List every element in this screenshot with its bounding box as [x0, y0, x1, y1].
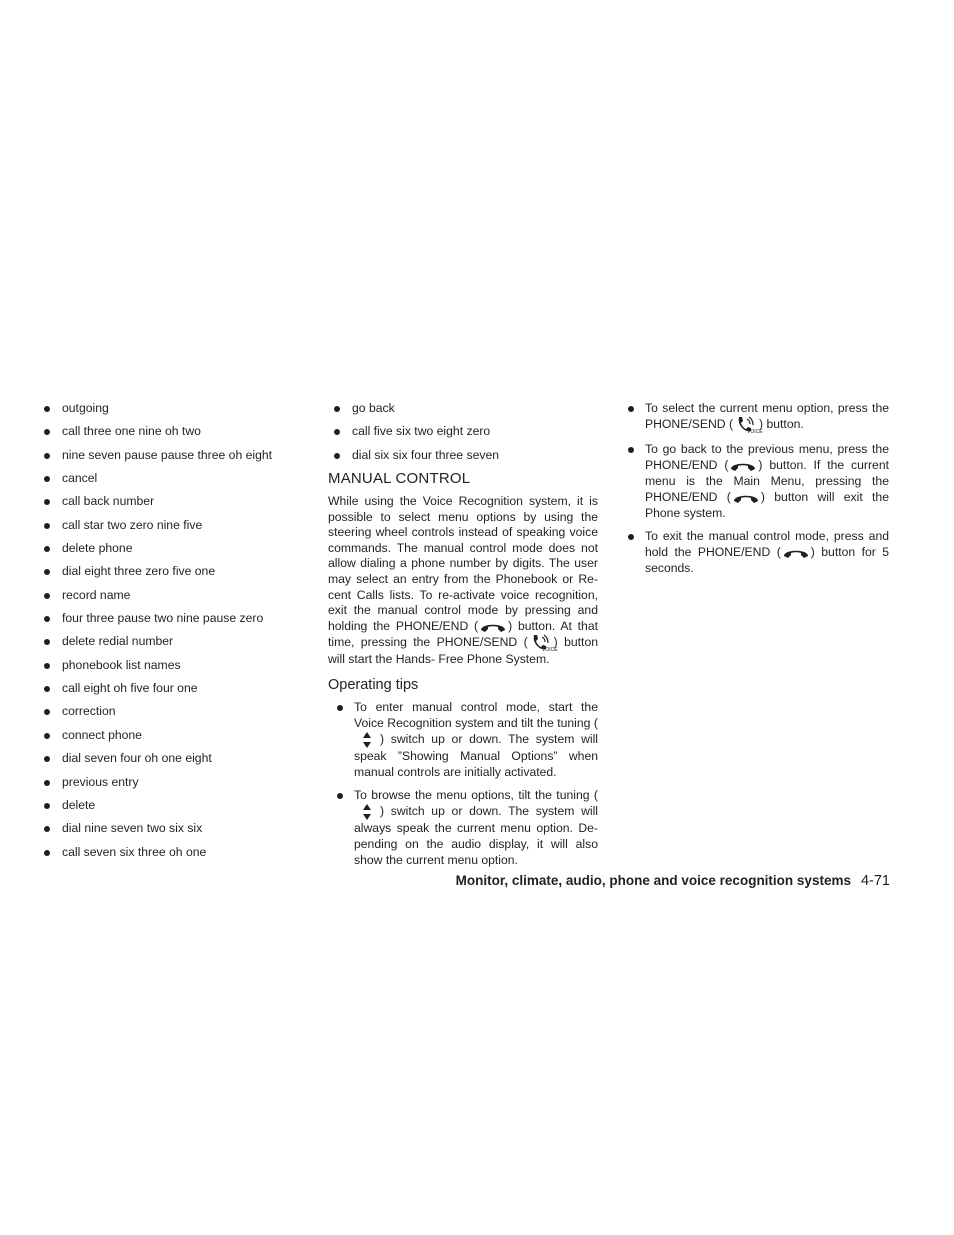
tip-text: ) switch up or down. The system will speak ”Showing Manual Options” when manual controls are initially activated. — [354, 731, 598, 779]
page-footer — [456, 872, 890, 890]
command-list-continued — [328, 400, 598, 463]
tip-text: To browse the menu options, tilt the tuning ( — [354, 787, 598, 802]
tuning-switch-icon — [360, 732, 374, 748]
svg-text:VOICE: VOICE — [747, 429, 763, 435]
instruction-text: To go back to the previous menu, press the PHONE/END ( — [645, 442, 889, 472]
page-number: 4-71 — [860, 873, 890, 889]
operating-tips-heading: Operating tips — [328, 676, 419, 693]
command-item: dial nine seven two six six — [38, 820, 300, 836]
command-item: call seven six three oh one — [38, 844, 300, 860]
instruction-text: To select the current menu option, press the PHONE/SEND ( — [645, 401, 889, 432]
manual-control-instructions-column — [622, 400, 889, 583]
tuning-switch-icon — [360, 804, 374, 820]
instruction-text: To exit the manual control mode, press and hold the PHONE/END ( — [645, 529, 889, 559]
phone-send-icon — [734, 416, 763, 435]
phone-end-icon — [733, 492, 759, 504]
command-item: dial six six four three seven — [328, 447, 598, 463]
operating-tip — [328, 787, 598, 868]
command-item: delete redial number — [38, 633, 300, 649]
command-item: call back number — [38, 493, 300, 509]
instruction-item — [622, 400, 889, 434]
command-item: correction — [38, 703, 300, 719]
manual-control-paragraph — [328, 494, 598, 668]
command-item: phonebook list names — [38, 657, 300, 673]
manual-control-text-1: While using the Voice Recognition system, it is possible to select menu options by using the steering wheel controls instead of speaking voice commands. The manual control mode does not allow dialing a phone number by digits. The user may select an entry from the Phonebook or Re-cent Calls lists. To re-activate voice recognition, exit the manual control mode by pressing and holding the PHONE/END ( — [328, 494, 598, 633]
command-item: call star two zero nine five — [38, 517, 300, 533]
instruction-text: ) button will exit the Phone system. — [645, 490, 889, 520]
phone-end-icon — [730, 460, 756, 472]
command-list-column-1 — [38, 400, 300, 867]
command-item: connect phone — [38, 727, 300, 743]
tip-text: To enter manual control mode, start the Voice Recognition system and tilt the tuning ( — [354, 699, 598, 730]
tip-text: ) switch up or down. The system will always speak the current menu option. De-pending on the audio display, it will also show the current menu option. — [354, 803, 598, 867]
command-item: record name — [38, 587, 300, 603]
manual-control-text-3: ) button will start the Hands- Free Phone System. — [328, 635, 598, 667]
command-item: call five six two eight zero — [328, 423, 598, 439]
instruction-item — [622, 441, 889, 521]
instruction-text: ) button. If the current menu is the Main Menu, pressing the PHONE/END ( — [645, 458, 889, 504]
command-list — [38, 400, 300, 860]
instruction-text: ) button for 5 seconds. — [645, 545, 889, 575]
operating-tip — [328, 699, 598, 780]
command-item: cancel — [38, 470, 300, 486]
command-item: previous entry — [38, 774, 300, 790]
command-item: call three one nine oh two — [38, 423, 300, 439]
command-item: outgoing — [38, 400, 300, 416]
manual-control-heading: MANUAL CONTROL — [328, 470, 471, 488]
command-item: dial seven four oh one eight — [38, 750, 300, 766]
command-item: four three pause two nine pause zero — [38, 610, 300, 626]
manual-control-instructions — [622, 400, 889, 576]
phone-end-icon — [480, 621, 506, 633]
command-item: go back — [328, 400, 598, 416]
manual-control-text-2: ) button. At that time, pressing the PHONE/SEND ( — [328, 618, 598, 650]
instruction-text: ) button. — [759, 417, 804, 432]
command-item: delete phone — [38, 540, 300, 556]
phone-end-icon — [783, 547, 809, 559]
command-item: call eight oh five four one — [38, 680, 300, 696]
phone-send-icon — [529, 634, 558, 654]
command-item: delete — [38, 797, 300, 813]
operating-tips-list — [328, 699, 598, 868]
instruction-item — [622, 528, 889, 576]
svg-text:VOICE: VOICE — [541, 647, 558, 654]
command-item: dial eight three zero five one — [38, 563, 300, 579]
command-item: nine seven pause pause three oh eight — [38, 447, 300, 463]
command-list-column-2 — [328, 400, 598, 875]
section-title: Monitor, climate, audio, phone and voice recognition systems — [455, 873, 851, 888]
